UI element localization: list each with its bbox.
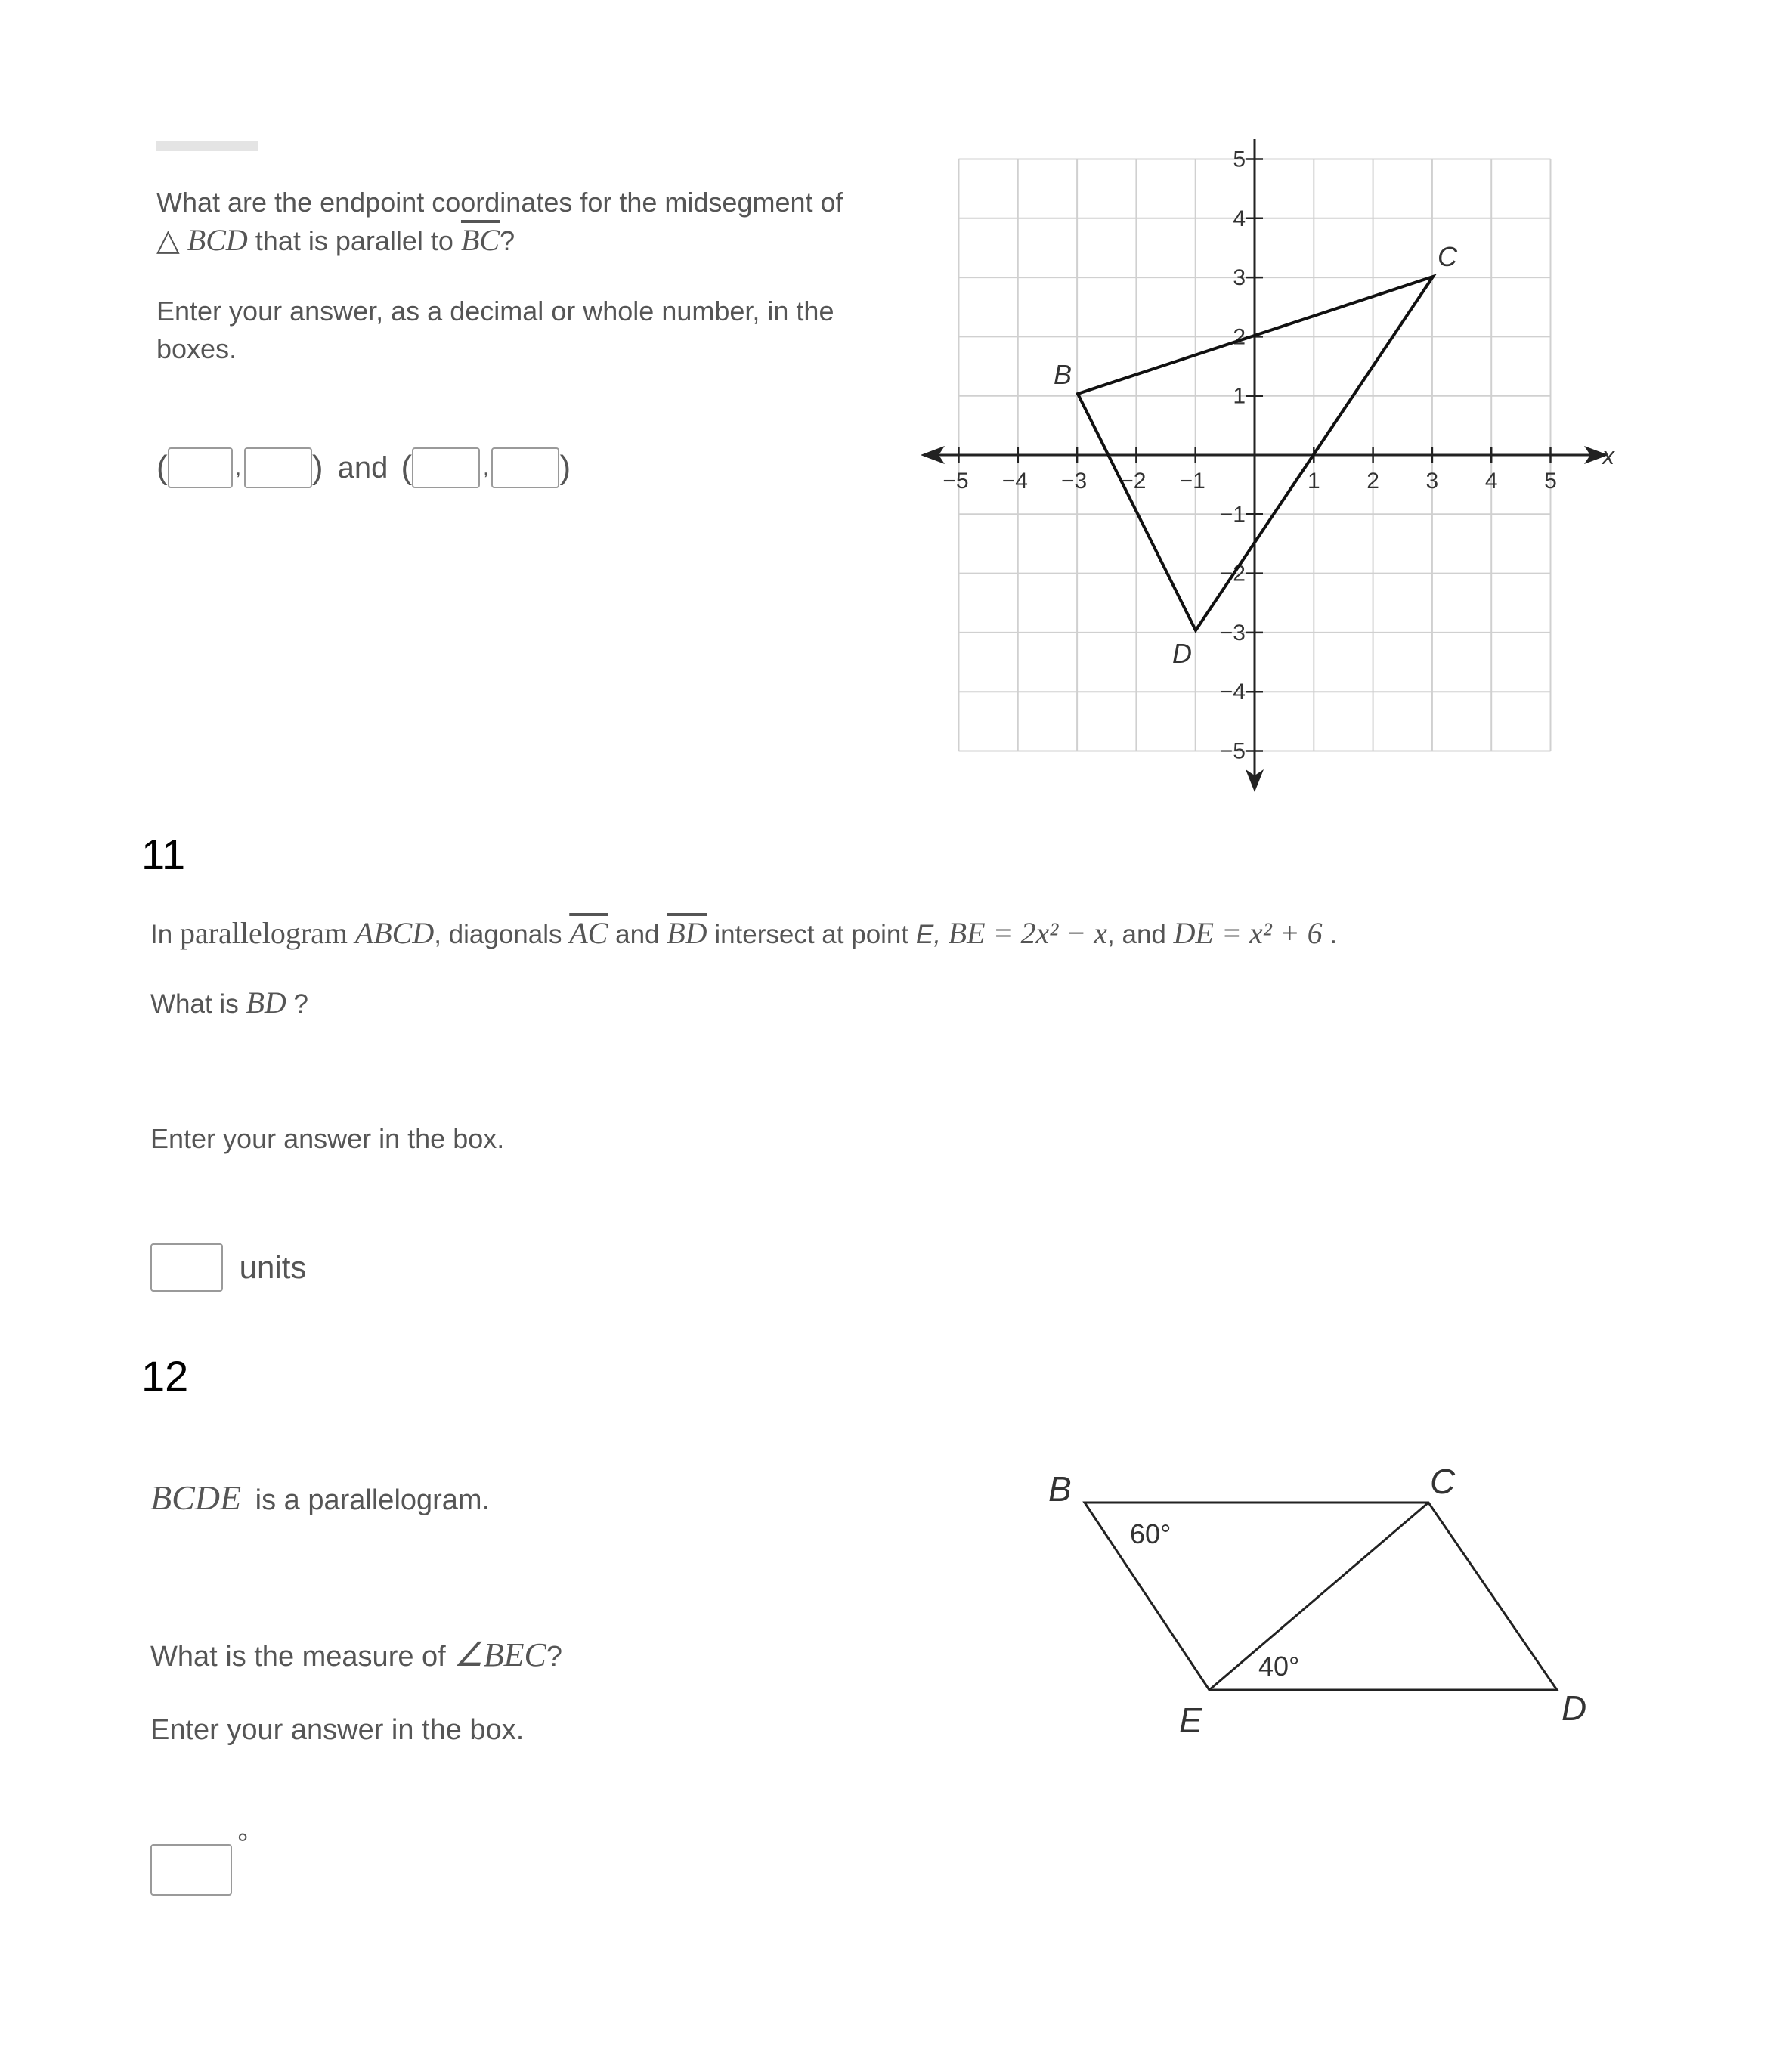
q11-and2: , and bbox=[1107, 920, 1166, 949]
q12-question bbox=[150, 1635, 562, 1677]
q11-question-mark: ? bbox=[293, 989, 308, 1019]
q11-and: and bbox=[615, 920, 660, 949]
x-axis-label: x bbox=[1602, 442, 1614, 469]
paren-close-2: ) bbox=[559, 449, 571, 487]
x-tick-label: 5 bbox=[1544, 469, 1557, 494]
y-tick-label: 1 bbox=[1233, 383, 1246, 409]
point-label-d: D bbox=[1172, 638, 1192, 669]
point-label-c: C bbox=[1438, 241, 1457, 272]
angle-label-60: 60° bbox=[1130, 1518, 1171, 1549]
point-e: E, bbox=[915, 920, 941, 949]
q12-statement-text: is a parallelogram. bbox=[255, 1484, 491, 1516]
q11-what-is bbox=[150, 984, 308, 1023]
x-tick-label: −3 bbox=[1060, 469, 1088, 494]
x-tick-label: −5 bbox=[942, 469, 969, 494]
y-tick-label: −5 bbox=[1219, 738, 1246, 764]
diagonals-text: , diagonals bbox=[434, 920, 562, 949]
point-label-b: B bbox=[1054, 359, 1072, 390]
answer-box-bd[interactable] bbox=[150, 1243, 223, 1292]
q11-instruction: Enter your answer in the box. bbox=[150, 1123, 505, 1154]
x-tick-label: −1 bbox=[1179, 469, 1205, 494]
x-tick-label: 2 bbox=[1366, 469, 1379, 494]
q12-instruction: Enter your answer in the box. bbox=[150, 1714, 525, 1746]
y-tick-label: −1 bbox=[1219, 502, 1246, 528]
y-tick-label: −2 bbox=[1219, 561, 1246, 587]
segment-bc: $\overline{BC}$ bbox=[460, 223, 500, 257]
x-tick-label: 1 bbox=[1307, 469, 1320, 494]
q10-instruction-line2: boxes. bbox=[156, 333, 237, 364]
q10-instruction-line1: Enter your answer, as a decimal or whole number, in the bbox=[156, 296, 834, 327]
degree-symbol: ° bbox=[237, 1828, 249, 1861]
paren-open-2: ( bbox=[401, 449, 413, 487]
triangle-name: BCD bbox=[187, 223, 248, 257]
q11-prefix: In bbox=[150, 920, 173, 949]
y-tick-label: 3 bbox=[1233, 265, 1246, 291]
parallelogram-figure bbox=[1028, 1459, 1633, 1746]
y-tick-label: 2 bbox=[1233, 324, 1246, 350]
q11-answer-row bbox=[150, 1241, 306, 1292]
y-tick-label: 4 bbox=[1233, 206, 1246, 231]
figure-label-b: B bbox=[1048, 1469, 1072, 1509]
parallel-text: that is parallel to bbox=[255, 225, 453, 256]
diagonal-ac: $\overline{AC}$ bbox=[569, 916, 608, 950]
answer-box-angle[interactable] bbox=[150, 1844, 232, 1896]
angle-label-40: 40° bbox=[1258, 1651, 1300, 1682]
figure-label-c: C bbox=[1430, 1462, 1456, 1501]
y-tick-label: −3 bbox=[1219, 620, 1246, 645]
y-tick-label: −4 bbox=[1219, 679, 1246, 705]
x-tick-label: 4 bbox=[1484, 469, 1498, 494]
intersect-text: intersect at point bbox=[714, 920, 909, 949]
angle-bec: ∠BEC bbox=[453, 1636, 546, 1673]
q12-question-text: What is the measure of bbox=[150, 1641, 446, 1673]
diagonal-bd: $\overline{BD}$ bbox=[667, 916, 707, 950]
q11-period: . bbox=[1329, 920, 1338, 949]
figure-label-e: E bbox=[1179, 1701, 1202, 1740]
equation-be: BE = 2x² − x bbox=[948, 916, 1108, 950]
what-is-text: What is bbox=[150, 989, 239, 1019]
q10-question-line1: What are the endpoint coordinates for the midsegment of bbox=[156, 187, 843, 218]
q12-statement bbox=[150, 1478, 490, 1521]
units-label: units bbox=[239, 1249, 307, 1285]
x-tick-label: −4 bbox=[1001, 469, 1028, 494]
x-tick-label: 3 bbox=[1425, 469, 1439, 494]
parallelogram-bcde: BCDE bbox=[150, 1478, 242, 1517]
graph-axes bbox=[921, 139, 1608, 792]
x-tick-label: −2 bbox=[1120, 469, 1147, 494]
q10-question-mark: ? bbox=[500, 225, 515, 256]
comma-2: , bbox=[483, 457, 489, 480]
target-bd: BD bbox=[246, 986, 286, 1020]
comma-1: , bbox=[235, 457, 241, 480]
and-text: and bbox=[337, 451, 388, 485]
q12-number: 12 bbox=[141, 1352, 189, 1400]
q11-number: 11 bbox=[141, 831, 186, 878]
q12-answer-row bbox=[150, 1828, 249, 1896]
figure-label-d: D bbox=[1561, 1688, 1587, 1728]
triangle-symbol: △ bbox=[156, 224, 180, 257]
q12-question-mark: ? bbox=[546, 1641, 562, 1673]
q11-question-line bbox=[150, 915, 1337, 954]
equation-de: DE = x² + 6 bbox=[1173, 916, 1323, 950]
paren-open-1: ( bbox=[156, 449, 168, 487]
coordinate-graph bbox=[0, 0, 1792, 831]
parallelogram-name: ABCD bbox=[354, 916, 435, 950]
diagonal-ec bbox=[1209, 1503, 1428, 1690]
paren-close-1: ) bbox=[311, 449, 323, 487]
parallelogram-word: parallelogram bbox=[179, 916, 348, 950]
y-tick-label: 5 bbox=[1233, 147, 1246, 172]
